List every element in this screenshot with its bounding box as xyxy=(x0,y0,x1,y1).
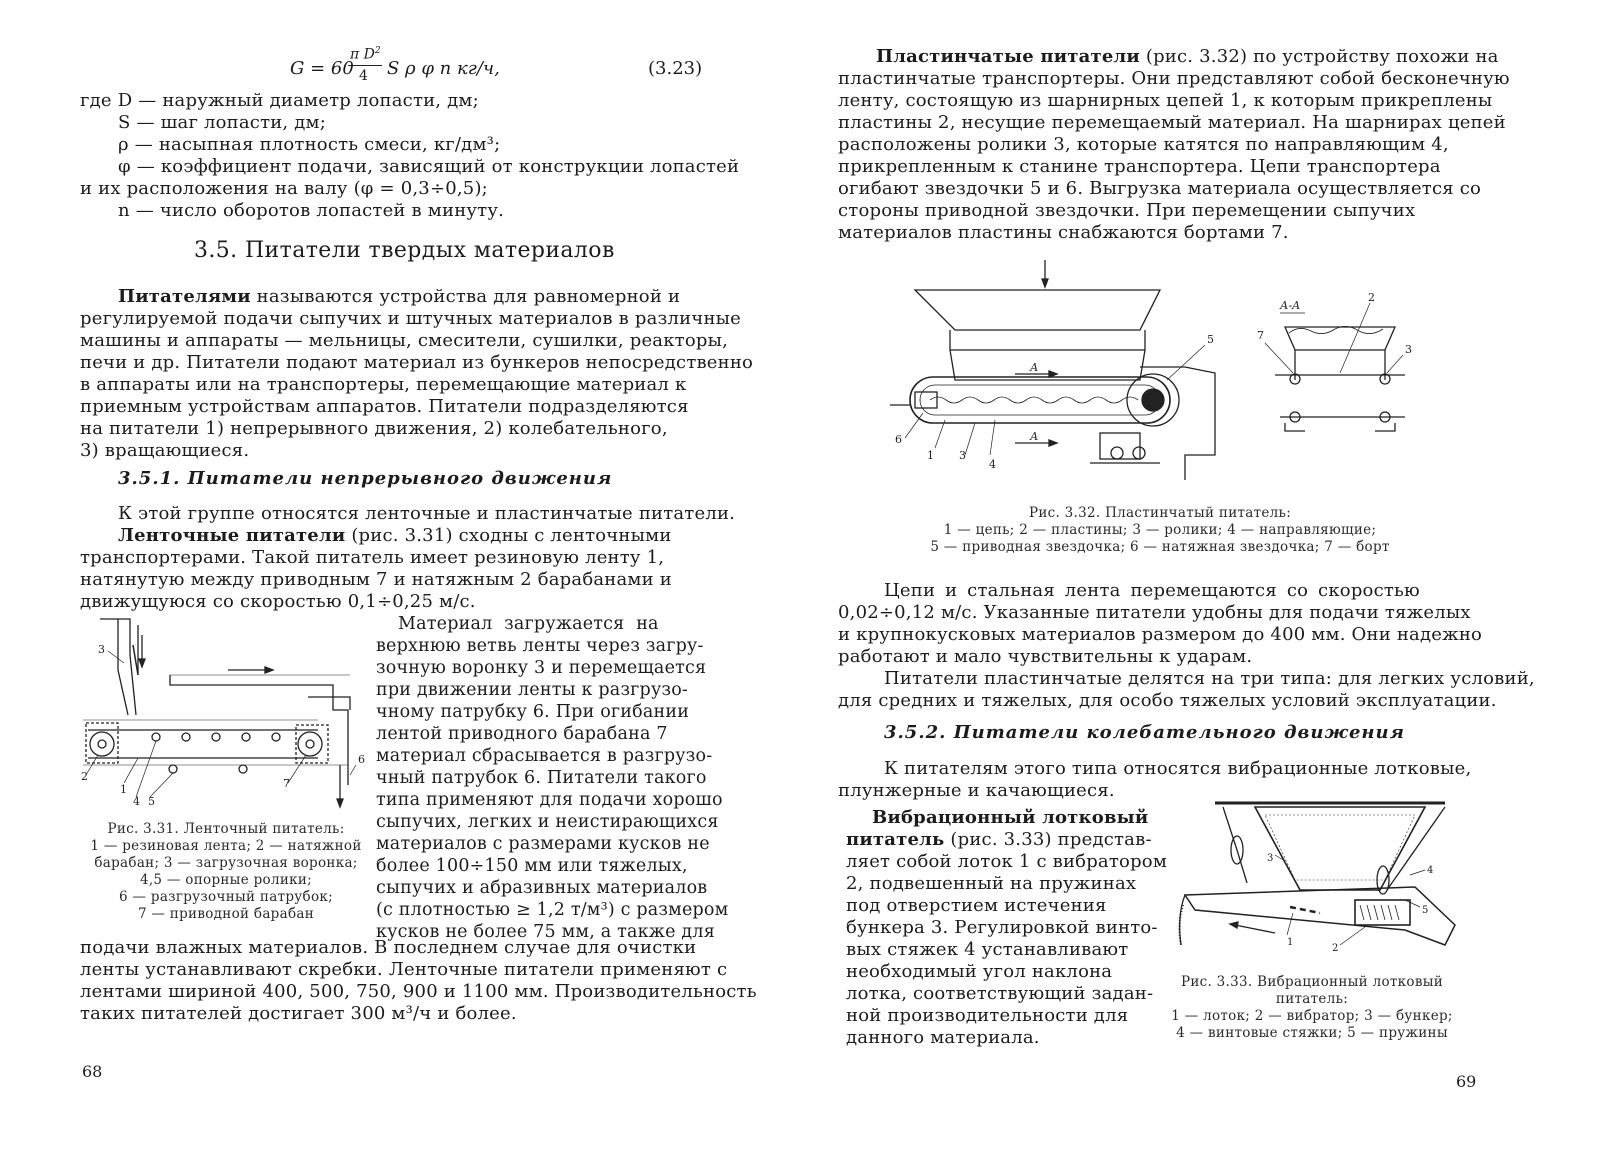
types-line: Питатели пластинчатые делятся на три типа: для легких условий, xyxy=(884,668,1535,689)
belt-paragraph xyxy=(80,525,672,613)
where-line: n — число оборотов лопастей в минуту. xyxy=(118,200,505,221)
where-line: где D — наружный диаметр лопасти, дм; xyxy=(80,90,479,111)
plate-line: расположены ролики 3, которые катятся по направляющим 4, xyxy=(838,134,1449,155)
plate-line: (рис. 3.32) по устройству похожи на xyxy=(1139,46,1499,67)
fig31-label: 6 xyxy=(358,753,365,766)
group-paragraph: К этой группе относятся ленточные и пластинчатые питатели. xyxy=(118,503,736,524)
page-number-left: 68 xyxy=(82,1062,103,1081)
formula-denominator: 4 xyxy=(359,68,368,84)
fig33-caption xyxy=(1150,974,1474,1042)
vib-line: ной производительности для xyxy=(846,1005,1129,1026)
fig33-label: 3 xyxy=(1267,853,1274,864)
fig32-label: 5 xyxy=(1207,333,1214,346)
plate-line: материалов пластины снабжаются бортами 7. xyxy=(838,222,1289,243)
bottom-line: таких питателей достигает 300 м³/ч и более. xyxy=(80,1003,517,1024)
vib-intro-line: плунжерные и качающиеся. xyxy=(838,780,1115,801)
vib-line: необходимый угол наклона xyxy=(846,961,1113,982)
plate-line: стороны приводной звездочки. При перемещении сыпучих xyxy=(838,200,1416,221)
formula-numerator: π $D^2$ xyxy=(350,46,381,63)
side-line: чному патрубку 6. При огибании xyxy=(376,702,690,722)
term-vib-feeder: Вибрационный лотковый xyxy=(872,807,1149,828)
side-line: лентой приводного барабана 7 xyxy=(376,724,668,744)
subsection-title-351: 3.5.1. Питатели непрерывного движения xyxy=(118,468,613,489)
page-number-right: 69 xyxy=(1456,1072,1477,1091)
speed-line: 0,02÷0,12 м/с. Указанные питатели удобны для подачи тяжелых xyxy=(838,602,1471,623)
side-line: (с плотностью ≥ 1,2 т/м³) с размером xyxy=(376,900,729,920)
fig31-caption-line: Рис. 3.31. Ленточный питатель: xyxy=(107,821,345,837)
fig31-label: 1 xyxy=(120,783,127,796)
intro-paragraph xyxy=(80,286,754,462)
fig33-caption-line: питатель: xyxy=(1275,991,1349,1007)
fig31-label: 3 xyxy=(98,643,105,656)
plate-paragraph xyxy=(838,46,1510,244)
side-line: сыпучих, легких и неистирающихся xyxy=(376,812,719,832)
types-line: для средних и тяжелых, для особо тяжелых условий эксплуатации. xyxy=(838,690,1497,711)
vib-paragraph xyxy=(846,807,1167,1049)
vib-intro-line: К питателям этого типа относятся вибрационные лотковые, xyxy=(884,758,1472,779)
figure-3-31-belt-feeder xyxy=(78,615,378,815)
side-line: материал сбрасывается в разгрузо- xyxy=(376,746,713,766)
intro-line: называются устройства для равномерной и xyxy=(250,286,681,307)
formula-rest: S ρ φ n кг/ч, xyxy=(387,58,500,79)
vib-line: (рис. 3.33) представ- xyxy=(944,829,1152,850)
fig32-label: 3 xyxy=(959,449,966,462)
fig33-caption-line: Рис. 3.33. Вибрационный лотковый xyxy=(1180,974,1444,990)
fig32-caption xyxy=(880,505,1440,556)
plate-line: пластинчатые транспортеры. Они представляют собой бесконечную xyxy=(838,68,1510,89)
left-page xyxy=(0,0,790,1154)
where-list xyxy=(80,90,739,222)
fig32-label: 6 xyxy=(895,433,902,446)
fig31-caption-line: 7 — приводной барабан xyxy=(137,906,315,922)
speed-line: Цепи и стальная лента перемещаются со скоростью xyxy=(884,580,1420,601)
term-belt-feeders: Ленточные питатели xyxy=(118,525,346,546)
fig31-caption-line: 1 — резиновая лента; 2 — натяжной xyxy=(90,838,362,854)
side-line: материалов с размерами кусков не xyxy=(376,834,710,854)
side-line: зочную воронку 3 и перемещается xyxy=(376,658,707,678)
vib-line: бункера 3. Регулировкой винто- xyxy=(846,917,1158,938)
fig31-caption-line: 6 — разгрузочный патрубок; xyxy=(119,889,333,905)
section-title: 3.5. Питатели твердых материалов xyxy=(194,238,615,263)
term-pitateli: Питателями xyxy=(118,286,251,307)
side-line: верхнюю ветвь ленты через загру- xyxy=(376,636,704,656)
fig31-caption-line: 4,5 — опорные ролики; xyxy=(139,872,313,888)
fig32-label: А xyxy=(1030,430,1039,443)
fig33-label: 2 xyxy=(1332,943,1339,954)
fig32-label: А xyxy=(1030,361,1039,374)
plate-line: огибают звездочки 5 и 6. Выгрузка материала осуществляется со xyxy=(838,178,1482,199)
side-line: сыпучих и абразивных материалов xyxy=(376,878,708,898)
belt-line: движущуюся со скоростью 0,1÷0,25 м/с. xyxy=(80,591,476,612)
fig32-caption-line: 1 — цепь; 2 — пластины; 3 — ролики; 4 — направляющие; xyxy=(943,522,1377,538)
side-line: кусков не более 75 мм, а также для xyxy=(376,922,715,942)
fig31-caption xyxy=(80,821,372,923)
intro-line: на питатели 1) непрерывного движения, 2) колебательного, xyxy=(80,418,668,439)
speed-paragraph xyxy=(838,580,1482,668)
figure-3-33-vibratory-feeder xyxy=(1175,795,1475,965)
fig31-caption-line: барабан; 3 — загрузочная воронка; xyxy=(94,855,358,871)
intro-line: в аппараты или на транспортеры, перемещающие материал к xyxy=(80,374,687,395)
figure-3-32-plate-feeder xyxy=(885,255,1425,495)
vib-line: данного материала. xyxy=(846,1027,1040,1048)
fig32-label: А-А xyxy=(1280,299,1301,312)
intro-line: приемным устройствам аппаратов. Питатели подразделяются xyxy=(80,396,689,417)
fig33-label: 4 xyxy=(1427,865,1434,876)
intro-line: печи и др. Питатели подают материал из бункеров непосредственно xyxy=(80,352,754,373)
where-line: ρ — насыпная плотность смеси, кг/дм³; xyxy=(118,134,501,155)
formula-lhs: G = 60 xyxy=(290,58,354,79)
vib-line: ляет собой лоток 1 с вибратором xyxy=(846,851,1168,872)
intro-line: 3) вращающиеся. xyxy=(80,440,250,461)
fig33-caption-line: 4 — винтовые стяжки; 5 — пружины xyxy=(1176,1025,1448,1041)
bottom-line: лентами шириной 400, 500, 750, 900 и 1100 мм. Производительность xyxy=(80,981,757,1002)
speed-line: работают и мало чувствительны к ударам. xyxy=(838,646,1253,667)
belt-line: натянутую между приводным 7 и натяжным 2 барабанами и xyxy=(80,569,672,590)
speed-line: и крупнокусковых материалов размером до 400 мм. Они надежно xyxy=(838,624,1483,645)
vib-line: вых стяжек 4 устанавливают xyxy=(846,939,1129,960)
where-line: φ — коэффициент подачи, зависящий от конструкции лопастей xyxy=(118,156,740,177)
fig31-label: 5 xyxy=(148,795,155,808)
fig32-caption-line: Рис. 3.32. Пластинчатый питатель: xyxy=(1028,505,1292,521)
fig32-label: 1 xyxy=(927,449,934,462)
fig31-label: 2 xyxy=(81,770,88,783)
side-line: чный патрубок 6. Питатели такого xyxy=(376,768,707,788)
term-vib-feeder-2: питатель xyxy=(846,829,945,850)
intro-line: машины и аппараты — мельницы, смесители, сушилки, реакторы, xyxy=(80,330,729,351)
fig32-label: 3 xyxy=(1405,343,1412,356)
fig32-label: 4 xyxy=(989,458,996,471)
subsection-title-352: 3.5.2. Питатели колебательного движения xyxy=(884,722,1405,743)
fig32-label: 2 xyxy=(1368,291,1375,304)
side-line: при движении ленты к разгрузо- xyxy=(376,680,689,700)
side-text xyxy=(376,613,728,943)
fig31-label: 4 xyxy=(133,795,140,808)
term-plate-feeders: Пластинчатые питатели xyxy=(876,46,1140,67)
intro-line: регулируемой подачи сыпучих и штучных материалов в различные xyxy=(80,308,742,329)
vib-line: лотка, соответствующий задан- xyxy=(846,983,1154,1004)
bottom-paragraph xyxy=(80,937,757,1025)
plate-line: ленту, состоящую из шарнирных цепей 1, к которым прикреплены xyxy=(838,90,1493,111)
side-line: более 100÷150 мм или тяжелых, xyxy=(376,856,688,876)
fig33-caption-line: 1 — лоток; 2 — вибратор; 3 — бункер; xyxy=(1171,1008,1453,1024)
types-paragraph xyxy=(838,668,1535,712)
formula-number: (3.23) xyxy=(648,58,703,79)
fig32-caption-line: 5 — приводная звездочка; 6 — натяжная звездочка; 7 — борт xyxy=(930,539,1390,555)
where-line: S — шаг лопасти, дм; xyxy=(118,112,327,133)
right-page xyxy=(800,0,1601,1154)
fig33-label: 1 xyxy=(1287,937,1294,948)
belt-line: транспортерами. Такой питатель имеет резиновую ленту 1, xyxy=(80,547,665,568)
belt-line: (рис. 3.31) сходны с ленточными xyxy=(345,525,672,546)
bottom-line: подачи влажных материалов. В последнем случае для очистки xyxy=(80,937,697,958)
vib-line: под отверстием истечения xyxy=(846,895,1107,916)
fig33-label: 5 xyxy=(1422,905,1429,916)
formula-3-23 xyxy=(290,48,710,94)
fraction-bar xyxy=(348,65,382,66)
plate-line: пластины 2, несущие перемещаемый материал. На шарнирах цепей xyxy=(838,112,1506,133)
where-line: и их расположения на валу (φ = 0,3÷0,5); xyxy=(80,178,488,199)
vib-line: 2, подвешенный на пружинах xyxy=(846,873,1137,894)
side-line: типа применяют для подачи хорошо xyxy=(376,790,723,810)
bottom-line: ленты устанавливают скребки. Ленточные питатели применяют с xyxy=(80,959,728,980)
fig31-label: 7 xyxy=(283,777,290,790)
side-line: Материал загружается на xyxy=(398,614,659,634)
plate-line: прикрепленным к станине транспортера. Цепи транспортера xyxy=(838,156,1441,177)
fig32-label: 7 xyxy=(1257,329,1264,342)
